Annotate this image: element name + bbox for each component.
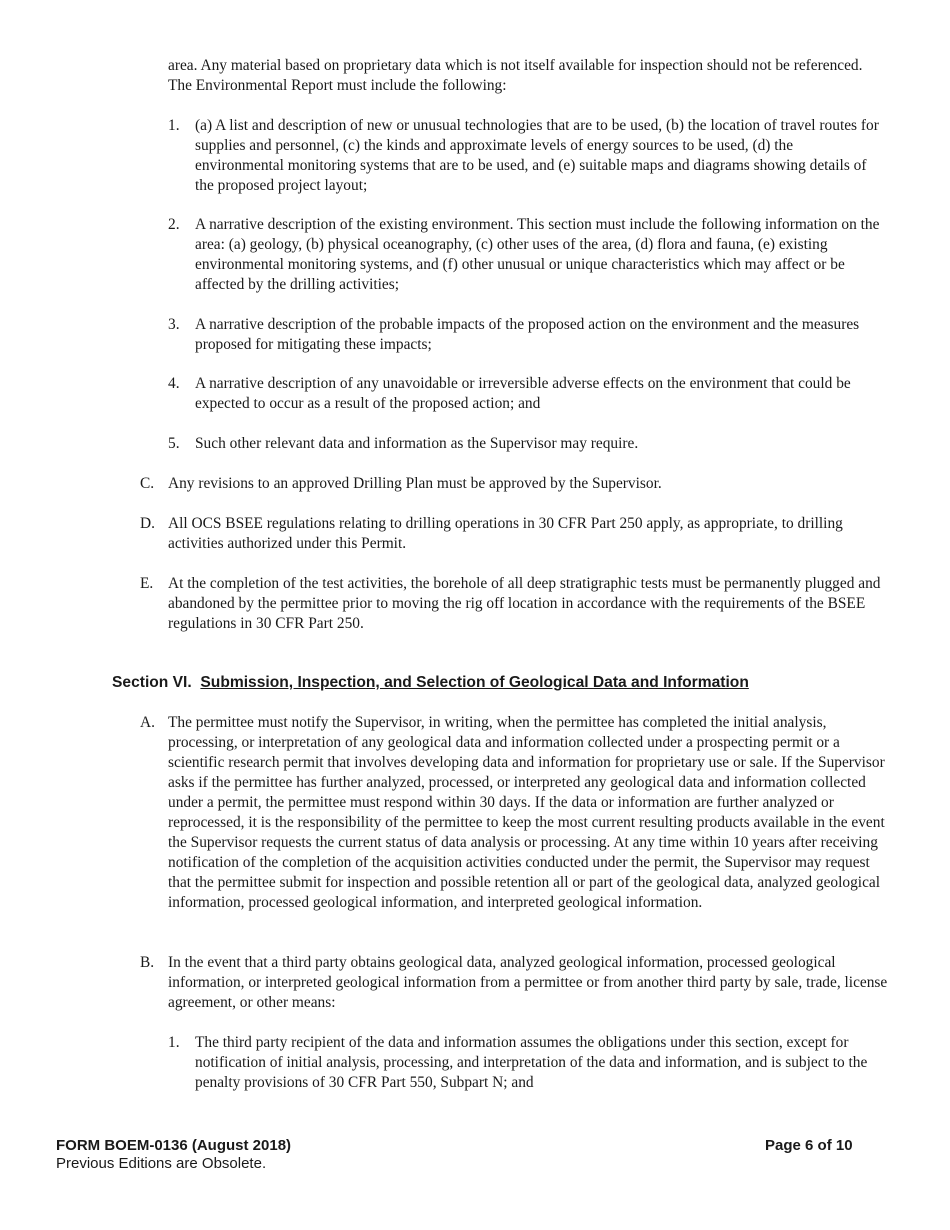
letter-marker: D.	[140, 515, 155, 532]
list-marker: 1.	[168, 117, 180, 134]
list-item	[168, 116, 880, 196]
lettered-item	[140, 474, 888, 494]
lettered-item-text: In the event that a third party obtains geological data, analyzed geological information, processed geological information, or interpreted geological information from a permittee or from another third party by sale, trade, license agreement, or other means:	[168, 954, 888, 1011]
section-heading	[112, 673, 749, 693]
list-item-text: A narrative description of any unavoidable or irreversible adverse effects on the environment that could be expected to occur as a result of the proposed action; and	[195, 375, 851, 412]
lettered-item	[140, 953, 888, 1013]
list-item	[168, 374, 880, 414]
list-item	[168, 215, 880, 295]
list-marker: 5.	[168, 435, 180, 452]
section-title: Submission, Inspection, and Selection of Geological Data and Information	[200, 674, 749, 691]
list-item-text: A narrative description of the probable impacts of the proposed action on the environment and the measures proposed for mitigating these impacts;	[195, 316, 860, 353]
intro-paragraph: area. Any material based on proprietary data which is not itself available for inspection should not be referenced. The Environmental Report must include the following:	[168, 57, 863, 94]
obsolete-note: Previous Editions are Obsolete.	[56, 1155, 267, 1172]
lettered-item-text: At the completion of the test activities, the borehole of all deep stratigraphic tests must be permanently plugged and abandoned by the permittee prior to moving the rig off location in accordance with the requirements of the BSEE regulations in 30 CFR Part 250.	[168, 575, 881, 632]
list-item	[168, 315, 880, 355]
list-item-text: (a) A list and description of new or unusual technologies that are to be used, (b) the location of travel routes for supplies and personnel, (c) the kinds and approximate levels of energy sources to be used, (d) the environmental monitoring systems that are to be used, and (e) suitable maps and diagrams showing details of the proposed project layout;	[195, 117, 879, 194]
list-item	[168, 1033, 880, 1093]
lettered-item-text: Any revisions to an approved Drilling Plan must be approved by the Supervisor.	[168, 475, 662, 492]
letter-marker: C.	[140, 475, 155, 492]
list-marker: 2.	[168, 216, 180, 233]
section-label: Section VI.	[112, 674, 192, 691]
lettered-item-text: All OCS BSEE regulations relating to drilling operations in 30 CFR Part 250 apply, as appropriate, to drilling activities authorized under this Permit.	[168, 515, 843, 552]
list-item-text: The third party recipient of the data and information assumes the obligations under this section, except for notification of initial analysis, processing, and interpretation of the data and information, and is subject to the penalty provisions of 30 CFR Part 550, Subpart N; and	[195, 1034, 868, 1091]
letter-marker: B.	[140, 954, 155, 971]
list-marker: 4.	[168, 375, 180, 392]
lettered-item	[140, 713, 888, 913]
lettered-item-text: The permittee must notify the Supervisor, in writing, when the permittee has completed the initial analysis, processing, or interpretation of any geological data and information collected under a prospecting permit or a scientific research permit that involves developing data and information for proprietary use or sale. If the Supervisor asks if the permittee has further analyzed, processed, or interpreted any geological data and information collected under a permit, the permittee must respond within 30 days. If the data or information are further analyzed or reprocessed, it is the responsibility of the permittee to keep the most current resulting products available in the event the Supervisor requests the current status of data analysis or processing. At any time within 10 years after receiving notification of the completion of the acquisition activities conducted under the permit, the Supervisor may request that the permittee submit for inspection and possible retention all or part of the geological data, analyzed geological information, processed geological information, and interpreted geological information.	[168, 714, 885, 911]
list-marker: 1.	[168, 1034, 180, 1051]
letter-marker: A.	[140, 714, 155, 731]
list-item-text: Such other relevant data and information as the Supervisor may require.	[195, 435, 639, 452]
lettered-item	[140, 514, 888, 554]
lettered-item	[140, 574, 888, 634]
footer-form-info	[56, 1137, 291, 1173]
list-item	[168, 434, 880, 454]
form-id: FORM BOEM-0136 (August 2018)	[56, 1137, 292, 1154]
letter-marker: E.	[140, 575, 154, 592]
list-marker: 3.	[168, 316, 180, 333]
page-number: Page 6 of 10	[765, 1137, 853, 1154]
list-item-text: A narrative description of the existing environment. This section must include the following information on the area: (a) geology, (b) physical oceanography, (c) other uses of the area, (d) flora and fauna, (e) existing environmental monitoring systems, and (f) other unusual or unique characteristics which may affect or be affected by the drilling activities;	[195, 216, 880, 293]
